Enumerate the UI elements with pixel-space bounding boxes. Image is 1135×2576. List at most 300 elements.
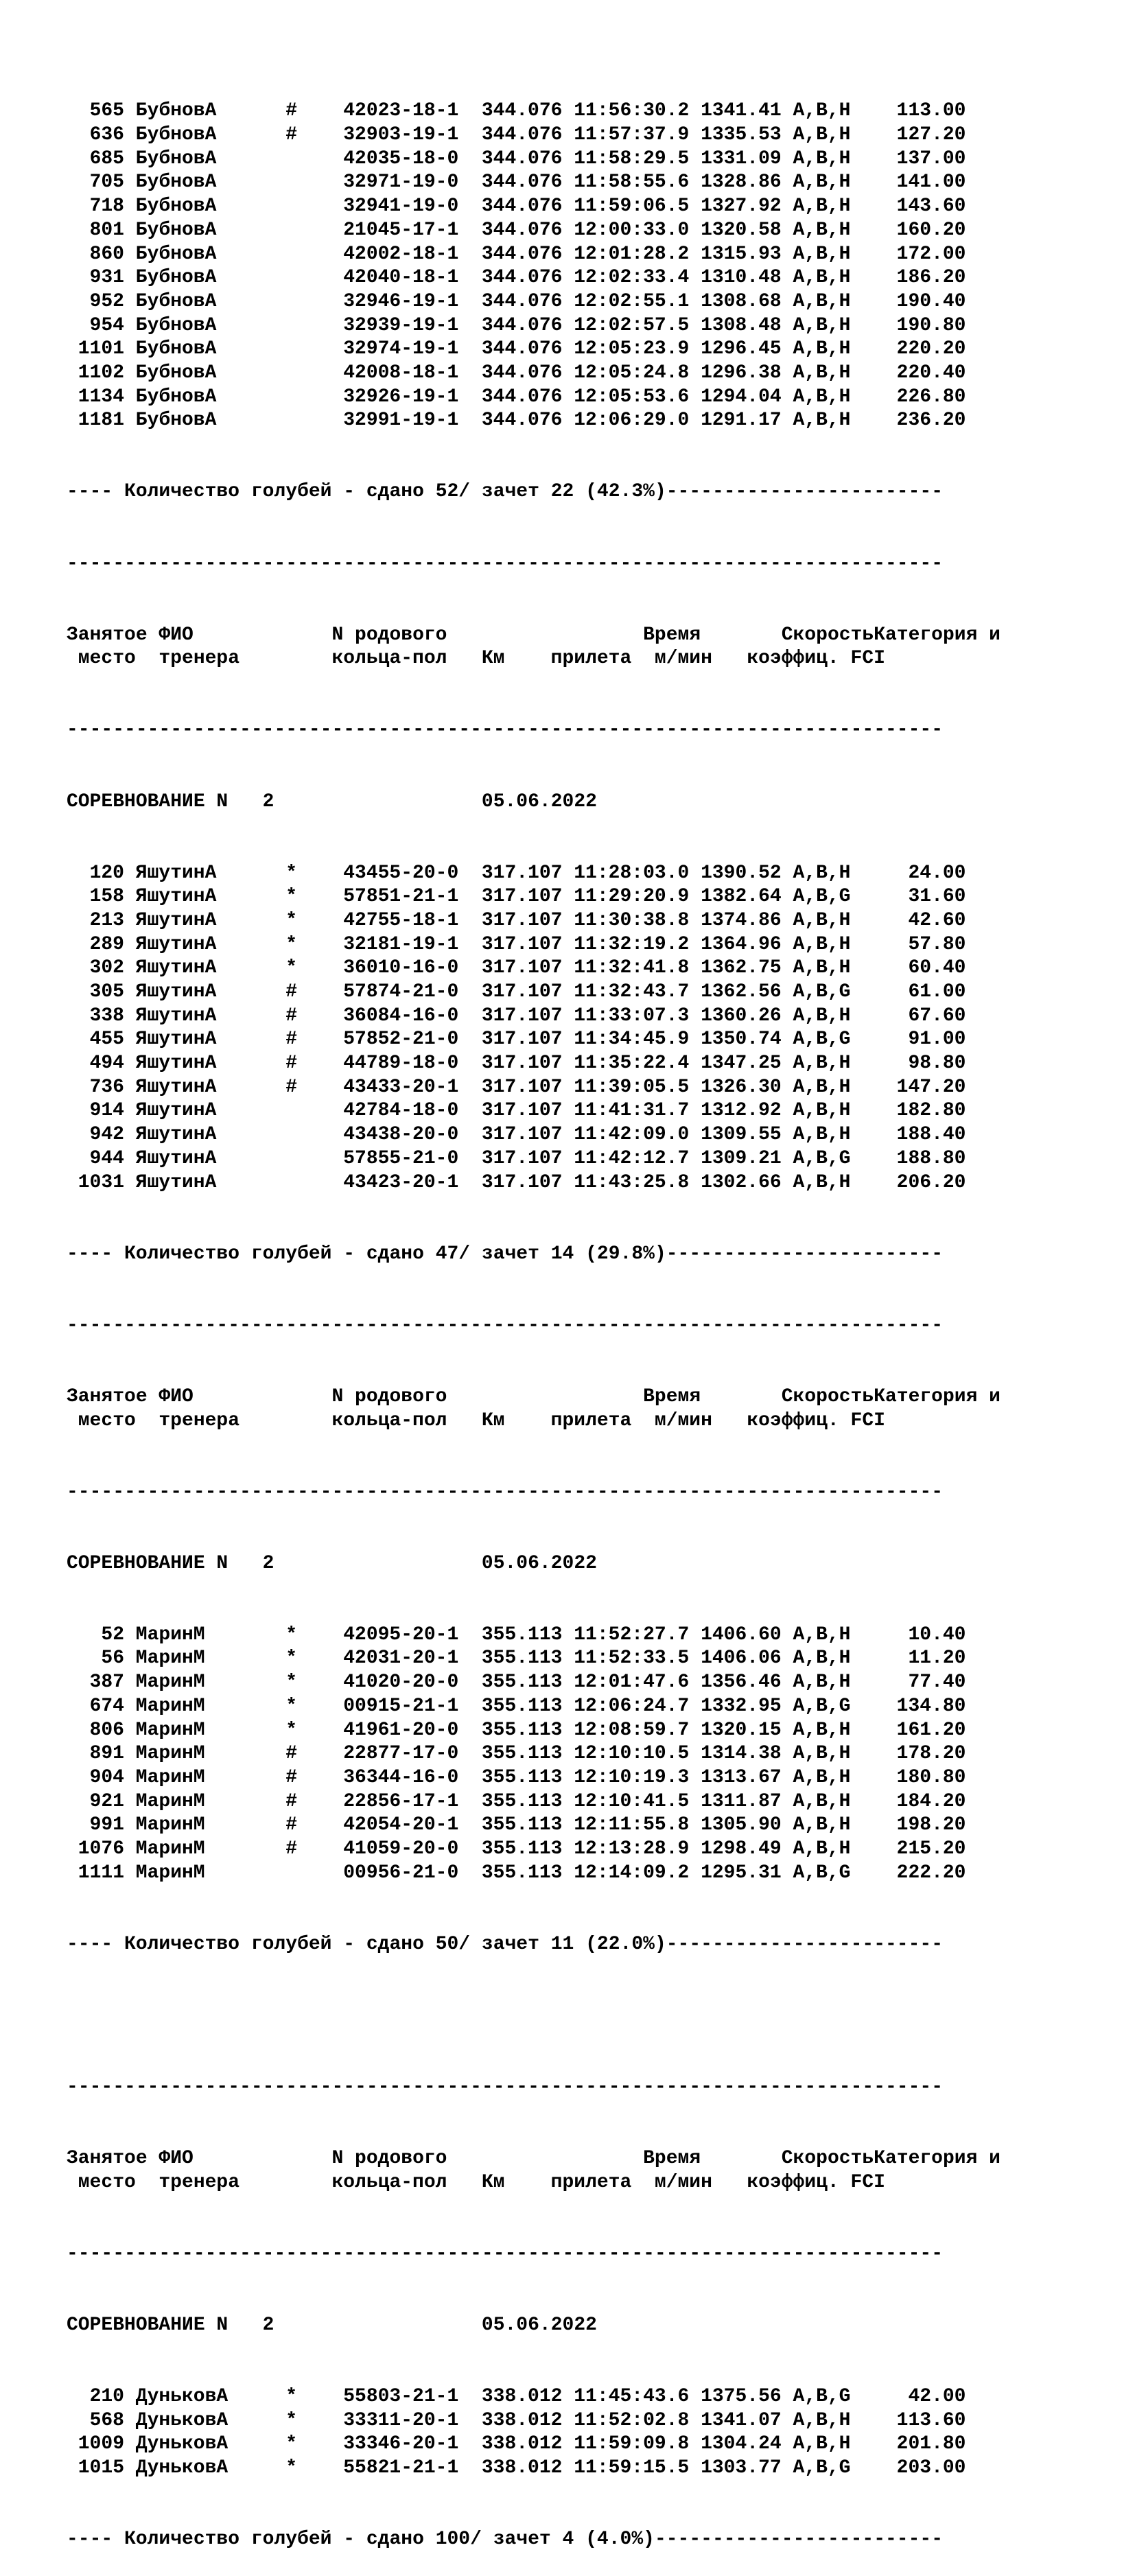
cell-cat: A,B,H — [793, 933, 851, 955]
competition-info — [67, 2314, 966, 2338]
table-row — [67, 338, 966, 362]
cell-ring: 36344-16-0 — [343, 1766, 459, 1788]
cell-fci: 42.00 — [908, 2386, 966, 2407]
cell-ring: 43423-20-1 — [343, 1171, 459, 1193]
cell-cat: A,B,H — [793, 172, 851, 194]
cell-place: 158 — [89, 886, 124, 908]
cell-name: МаринМ — [135, 1719, 205, 1741]
cell-place: 914 — [89, 1100, 124, 1122]
cell-speed: 1315.93 — [701, 243, 782, 265]
separator-line: ---------------------------------------------------------------------------- — [67, 552, 944, 574]
cell-fci: 143.60 — [896, 196, 966, 218]
cell-fci: 10.40 — [908, 1624, 966, 1646]
cell-speed: 1320.58 — [701, 219, 782, 241]
cell-fci: 61.00 — [908, 981, 966, 1003]
results-block-dunkov — [67, 2385, 966, 2481]
cell-name: ДуньковА — [135, 2386, 229, 2407]
table-header — [67, 1385, 1001, 1433]
table-row — [67, 290, 966, 314]
cell-name: МаринМ — [135, 1862, 205, 1884]
cell-time: 11:41:31.7 — [574, 1100, 690, 1122]
cell-ring: 21045-17-1 — [343, 219, 459, 241]
header-label: N родового — [331, 624, 447, 646]
cell-time: 11:42:09.0 — [574, 1124, 690, 1146]
table-row — [67, 409, 966, 433]
cell-fci: 141.00 — [896, 172, 966, 194]
cell-fci: 182.80 — [896, 1100, 966, 1122]
header-label: N родового — [331, 1385, 447, 1407]
cell-ring: 32974-19-1 — [343, 338, 459, 360]
cell-ring: 22856-17-1 — [343, 1790, 459, 1812]
table-row — [67, 1838, 966, 1862]
summary-line: ---- Количество голубей - сдано 47/ зачет 14 (29.8%)------------------------ — [67, 1243, 944, 1265]
cell-time: 11:33:07.3 — [574, 1005, 690, 1027]
cell-ring: 57851-21-1 — [343, 886, 459, 908]
cell-place: 305 — [89, 981, 124, 1003]
cell-speed: 1362.75 — [701, 957, 782, 979]
cell-fci: 161.20 — [896, 1719, 966, 1741]
cell-place: 302 — [89, 957, 124, 979]
table-row — [67, 1647, 966, 1671]
cell-ring: 00956-21-0 — [343, 1862, 459, 1884]
cell-cat: A,B,H — [793, 909, 851, 931]
cell-time: 12:11:55.8 — [574, 1814, 690, 1836]
cell-km: 344.076 — [481, 196, 563, 218]
cell-cat: A,B,H — [793, 1005, 851, 1027]
cell-speed: 1310.48 — [701, 267, 782, 289]
cell-fci: 67.60 — [908, 1005, 966, 1027]
cell-time: 12:01:47.6 — [574, 1672, 690, 1694]
cell-cat: A,B,H — [793, 100, 851, 122]
cell-time: 12:10:10.5 — [574, 1743, 690, 1765]
cell-name: ЯшутинА — [135, 1005, 217, 1027]
table-row — [67, 314, 966, 338]
table-row — [67, 1742, 966, 1766]
competition-info — [67, 1552, 966, 1576]
cell-time: 12:13:28.9 — [574, 1838, 690, 1860]
header-label: ФИО — [159, 1385, 194, 1407]
cell-fci: 127.20 — [896, 124, 966, 146]
cell-name: ЯшутинА — [135, 886, 217, 908]
cell-time: 11:59:15.5 — [574, 2457, 690, 2479]
cell-speed: 1296.38 — [701, 362, 782, 384]
cell-place: 904 — [89, 1766, 124, 1788]
header-row-1 — [67, 1385, 1001, 1409]
cell-km: 344.076 — [481, 386, 563, 408]
cell-fci: 137.00 — [896, 148, 966, 169]
cell-place: 210 — [89, 2386, 124, 2407]
table-row — [67, 1123, 966, 1147]
cell-fci: 203.00 — [896, 2457, 966, 2479]
cell-place: 1181 — [78, 410, 124, 432]
table-row — [67, 1147, 966, 1171]
cell-cat: A,B,H — [793, 1790, 851, 1812]
table-row — [67, 885, 966, 909]
cell-cat: A,B,G — [793, 2457, 851, 2479]
table-row — [67, 1076, 966, 1100]
header-label: прилета — [550, 648, 632, 670]
header-label: прилета — [550, 2171, 632, 2193]
cell-ring: 42095-20-1 — [343, 1624, 459, 1646]
cell-fci: 184.20 — [896, 1790, 966, 1812]
cell-speed: 1406.06 — [701, 1648, 782, 1670]
cell-mark: * — [285, 1719, 298, 1741]
cell-cat: A,B,H — [793, 1719, 851, 1741]
cell-ring: 55821-21-1 — [343, 2457, 459, 2479]
cell-km: 317.107 — [481, 981, 563, 1003]
cell-km: 344.076 — [481, 290, 563, 312]
cell-place: 1015 — [78, 2457, 124, 2479]
header-row-1 — [67, 624, 1001, 648]
cell-fci: 24.00 — [908, 862, 966, 884]
cell-place: 1102 — [78, 362, 124, 384]
cell-name: МаринМ — [135, 1648, 205, 1670]
cell-name: ЯшутинА — [135, 862, 217, 884]
cell-time: 11:59:09.8 — [574, 2433, 690, 2455]
cell-ring: 00915-21-1 — [343, 1695, 459, 1717]
cell-time: 11:58:29.5 — [574, 148, 690, 169]
cell-mark: * — [285, 2433, 298, 2455]
table-row — [67, 2433, 966, 2457]
header-label: тренера — [159, 648, 240, 670]
cell-time: 12:05:23.9 — [574, 338, 690, 360]
cell-name: ЯшутинА — [135, 933, 217, 955]
cell-time: 12:06:24.7 — [574, 1695, 690, 1717]
cell-ring: 57855-21-0 — [343, 1147, 459, 1169]
cell-ring: 42031-20-1 — [343, 1648, 459, 1670]
header-label: коэффиц. FCI — [747, 648, 885, 670]
cell-cat: A,B,H — [793, 314, 851, 336]
cell-ring: 32181-19-1 — [343, 933, 459, 955]
cell-km: 338.012 — [481, 2409, 563, 2431]
table-row — [67, 266, 966, 290]
cell-place: 52 — [101, 1624, 124, 1646]
cell-ring: 32903-19-1 — [343, 124, 459, 146]
table-row — [67, 1671, 966, 1695]
cell-speed: 1320.15 — [701, 1719, 782, 1741]
table-row — [67, 981, 966, 1005]
cell-fci: 226.80 — [896, 386, 966, 408]
header-label: Время — [643, 1385, 701, 1407]
table-row — [67, 1624, 966, 1648]
table-row — [67, 124, 966, 148]
cell-name: ДуньковА — [135, 2409, 229, 2431]
table-row — [67, 362, 966, 386]
cell-cat: A,B,H — [793, 267, 851, 289]
cell-name: ЯшутинА — [135, 957, 217, 979]
cell-place: 674 — [89, 1695, 124, 1717]
cell-speed: 1295.31 — [701, 1862, 782, 1884]
cell-time: 11:45:43.6 — [574, 2386, 690, 2407]
cell-km: 317.107 — [481, 886, 563, 908]
cell-ring: 57874-21-0 — [343, 981, 459, 1003]
cell-time: 11:39:05.5 — [574, 1076, 690, 1098]
cell-speed: 1313.67 — [701, 1766, 782, 1788]
table-row — [67, 1862, 966, 1886]
cell-km: 355.113 — [481, 1862, 563, 1884]
cell-cat: A,B,G — [793, 886, 851, 908]
cell-mark: * — [285, 933, 298, 955]
cell-ring: 32939-19-1 — [343, 314, 459, 336]
cell-km: 355.113 — [481, 1838, 563, 1860]
cell-place: 213 — [89, 909, 124, 931]
cell-place: 1134 — [78, 386, 124, 408]
cell-km: 317.107 — [481, 933, 563, 955]
header-label: N родового — [331, 2148, 447, 2170]
cell-fci: 188.40 — [896, 1124, 966, 1146]
cell-speed: 1304.24 — [701, 2433, 782, 2455]
cell-speed: 1390.52 — [701, 862, 782, 884]
table-row — [67, 1695, 966, 1719]
cell-place: 801 — [89, 219, 124, 241]
cell-km: 338.012 — [481, 2457, 563, 2479]
table-row — [67, 909, 966, 933]
cell-speed: 1375.56 — [701, 2386, 782, 2407]
cell-cat: A,B,H — [793, 1053, 851, 1075]
cell-mark: * — [285, 909, 298, 931]
cell-fci: 147.20 — [896, 1076, 966, 1098]
cell-ring: 42035-18-0 — [343, 148, 459, 169]
cell-name: МаринМ — [135, 1790, 205, 1812]
cell-ring: 42008-18-1 — [343, 362, 459, 384]
cell-ring: 57852-21-0 — [343, 1029, 459, 1051]
cell-cat: A,B,H — [793, 2409, 851, 2431]
cell-speed: 1382.64 — [701, 886, 782, 908]
cell-place: 705 — [89, 172, 124, 194]
cell-name: ЯшутинА — [135, 1076, 217, 1098]
cell-speed: 1341.41 — [701, 100, 782, 122]
cell-name: БубновА — [135, 267, 217, 289]
cell-km: 344.076 — [481, 267, 563, 289]
cell-time: 11:34:45.9 — [574, 1029, 690, 1051]
cell-time: 12:05:53.6 — [574, 386, 690, 408]
cell-km: 344.076 — [481, 410, 563, 432]
cell-speed: 1364.96 — [701, 933, 782, 955]
header-label: тренера — [159, 1409, 240, 1431]
cell-name: МаринМ — [135, 1672, 205, 1694]
cell-speed: 1296.45 — [701, 338, 782, 360]
cell-fci: 190.80 — [896, 314, 966, 336]
cell-name: БубновА — [135, 196, 217, 218]
cell-cat: A,B,H — [793, 338, 851, 360]
table-row — [67, 99, 966, 124]
competition-number: СОРЕВНОВАНИЕ N 2 — [67, 791, 274, 812]
separator-line: ---------------------------------------------------------------------------- — [67, 2076, 944, 2098]
cell-ring: 32991-19-1 — [343, 410, 459, 432]
cell-cat: A,B,H — [793, 957, 851, 979]
cell-time: 11:56:30.2 — [574, 100, 690, 122]
header-row-2 — [67, 2171, 966, 2195]
header-label: кольца-пол — [331, 1409, 447, 1431]
cell-time: 11:29:20.9 — [574, 886, 690, 908]
table-header — [67, 624, 1001, 671]
cell-km: 317.107 — [481, 957, 563, 979]
cell-cat: A,B,H — [793, 243, 851, 265]
header-label: Скорость — [781, 1385, 874, 1407]
cell-name: БубновА — [135, 172, 217, 194]
header-label: Км — [481, 2171, 505, 2193]
cell-name: БубновА — [135, 100, 217, 122]
header-label: кольца-пол — [331, 2171, 447, 2193]
cell-ring: 42755-18-1 — [343, 909, 459, 931]
cell-place: 494 — [89, 1053, 124, 1075]
cell-place: 56 — [101, 1648, 124, 1670]
cell-speed: 1308.48 — [701, 314, 782, 336]
cell-km: 355.113 — [481, 1766, 563, 1788]
cell-mark: # — [285, 100, 298, 122]
header-label: Скорость — [781, 2148, 874, 2170]
cell-cat: A,B,H — [793, 1648, 851, 1670]
cell-fci: 113.60 — [896, 2409, 966, 2431]
cell-time: 11:52:27.7 — [574, 1624, 690, 1646]
cell-mark: * — [285, 886, 298, 908]
table-row — [67, 1790, 966, 1814]
cell-place: 954 — [89, 314, 124, 336]
header-label: место — [78, 648, 136, 670]
table-header — [67, 2147, 1001, 2194]
cell-name: ЯшутинА — [135, 1171, 217, 1193]
cell-ring: 42023-18-1 — [343, 100, 459, 122]
cell-ring: 33311-20-1 — [343, 2409, 459, 2431]
cell-place: 860 — [89, 243, 124, 265]
cell-km: 355.113 — [481, 1648, 563, 1670]
header-label: Занятое — [67, 1385, 148, 1407]
cell-fci: 206.20 — [896, 1171, 966, 1193]
blank-line — [67, 2004, 966, 2028]
cell-km: 344.076 — [481, 219, 563, 241]
cell-time: 12:00:33.0 — [574, 219, 690, 241]
cell-ring: 36084-16-0 — [343, 1005, 459, 1027]
cell-ring: 42040-18-1 — [343, 267, 459, 289]
results-sheet — [67, 52, 1001, 2576]
table-row — [67, 1766, 966, 1790]
cell-cat: A,B,G — [793, 981, 851, 1003]
cell-cat: A,B,H — [793, 1672, 851, 1694]
cell-ring: 42054-20-1 — [343, 1814, 459, 1836]
header-label: Занятое — [67, 624, 148, 646]
cell-ring: 42002-18-1 — [343, 243, 459, 265]
cell-place: 952 — [89, 290, 124, 312]
cell-mark: # — [285, 1053, 298, 1075]
cell-speed: 1332.95 — [701, 1695, 782, 1717]
cell-place: 718 — [89, 196, 124, 218]
cell-ring: 32946-19-1 — [343, 290, 459, 312]
cell-speed: 1331.09 — [701, 148, 782, 169]
table-row — [67, 933, 966, 957]
cell-fci: 91.00 — [908, 1029, 966, 1051]
cell-name: МаринМ — [135, 1814, 205, 1836]
cell-km: 344.076 — [481, 243, 563, 265]
cell-time: 11:28:03.0 — [574, 862, 690, 884]
cell-km: 355.113 — [481, 1719, 563, 1741]
cell-fci: 57.80 — [908, 933, 966, 955]
table-row — [67, 171, 966, 195]
cell-cat: A,B,H — [793, 1171, 851, 1193]
cell-ring: 41059-20-0 — [343, 1838, 459, 1860]
cell-fci: 220.20 — [896, 338, 966, 360]
cell-time: 12:06:29.0 — [574, 410, 690, 432]
table-row — [67, 2457, 966, 2481]
cell-fci: 11.20 — [908, 1648, 966, 1670]
cell-km: 355.113 — [481, 1790, 563, 1812]
cell-cat: A,B,H — [793, 410, 851, 432]
separator-line: ---------------------------------------------------------------------------- — [67, 1481, 944, 1503]
summary-line: ---- Количество голубей - сдано 52/ зачет 22 (42.3%)------------------------ — [67, 481, 944, 503]
cell-km: 344.076 — [481, 362, 563, 384]
cell-cat: A,B,H — [793, 2433, 851, 2455]
header-label: Категория и — [874, 624, 1001, 646]
header-label: кольца-пол — [331, 648, 447, 670]
header-label: тренера — [159, 2171, 240, 2193]
header-label: ФИО — [159, 624, 194, 646]
cell-cat: A,B,G — [793, 1147, 851, 1169]
cell-name: МаринМ — [135, 1766, 205, 1788]
cell-mark: * — [285, 1648, 298, 1670]
table-row — [67, 1052, 966, 1076]
cell-mark: * — [285, 862, 298, 884]
cell-name: ДуньковА — [135, 2433, 229, 2455]
cell-fci: 77.40 — [908, 1672, 966, 1694]
cell-speed: 1308.68 — [701, 290, 782, 312]
cell-place: 944 — [89, 1147, 124, 1169]
cell-time: 11:32:41.8 — [574, 957, 690, 979]
separator-line: ---------------------------------------------------------------------------- — [67, 2243, 944, 2264]
cell-cat: A,B,H — [793, 1100, 851, 1122]
cell-km: 344.076 — [481, 338, 563, 360]
cell-speed: 1335.53 — [701, 124, 782, 146]
cell-km: 317.107 — [481, 1147, 563, 1169]
cell-name: БубновА — [135, 386, 217, 408]
cell-name: МаринМ — [135, 1624, 205, 1646]
cell-mark: # — [285, 1029, 298, 1051]
cell-name: ЯшутинА — [135, 909, 217, 931]
table-row — [67, 1171, 966, 1195]
cell-fci: 188.80 — [896, 1147, 966, 1169]
cell-speed: 1309.21 — [701, 1147, 782, 1169]
cell-km: 355.113 — [481, 1624, 563, 1646]
cell-time: 12:10:41.5 — [574, 1790, 690, 1812]
cell-fci: 42.60 — [908, 909, 966, 931]
cell-km: 317.107 — [481, 1005, 563, 1027]
cell-fci: 220.40 — [896, 362, 966, 384]
cell-mark: * — [285, 1695, 298, 1717]
results-block-bubnov — [67, 99, 966, 433]
cell-place: 991 — [89, 1814, 124, 1836]
header-label: Категория и — [874, 2148, 1001, 2170]
cell-name: ЯшутинА — [135, 1053, 217, 1075]
competition-date: 05.06.2022 — [481, 1552, 597, 1574]
cell-km: 317.107 — [481, 862, 563, 884]
header-label: Км — [481, 1409, 505, 1431]
cell-ring: 43433-20-1 — [343, 1076, 459, 1098]
cell-name: МаринМ — [135, 1695, 205, 1717]
table-row — [67, 386, 966, 410]
cell-place: 568 — [89, 2409, 124, 2431]
cell-ring: 32971-19-0 — [343, 172, 459, 194]
cell-km: 317.107 — [481, 1029, 563, 1051]
cell-km: 317.107 — [481, 1171, 563, 1193]
cell-name: БубновА — [135, 148, 217, 169]
cell-speed: 1303.77 — [701, 2457, 782, 2479]
cell-speed: 1309.55 — [701, 1124, 782, 1146]
cell-fci: 113.00 — [896, 100, 966, 122]
table-row — [67, 862, 966, 886]
cell-name: МаринМ — [135, 1743, 205, 1765]
cell-cat: A,B,H — [793, 1743, 851, 1765]
cell-speed: 1294.04 — [701, 386, 782, 408]
cell-km: 355.113 — [481, 1695, 563, 1717]
cell-fci: 31.60 — [908, 886, 966, 908]
